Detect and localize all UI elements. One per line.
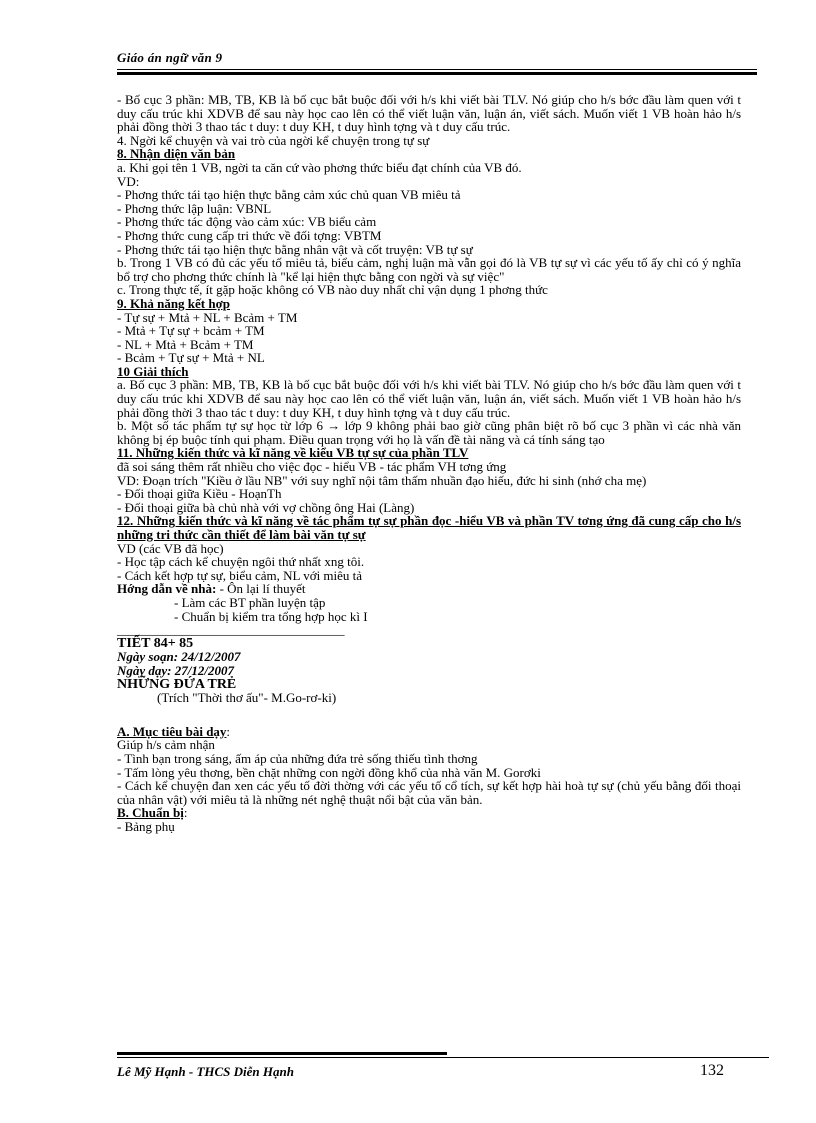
homework-item: - Ôn lại lí thuyết bbox=[216, 581, 306, 597]
list-item: - Chuẩn bị kiểm tra tổng hợp học kì I bbox=[174, 608, 368, 624]
list-item: - Học tập cách kể chuyện ngôi thứ nhất xng tôi. bbox=[117, 554, 365, 570]
list-item: - Phơng thức tái tạo hiện thực bằng cảm xúc chủ quan VB miêu tả bbox=[117, 187, 461, 203]
paragraph: VD: Đoạn trích "Kiều ở lầu NB" với suy nghĩ nội tâm thấm nhuần đạo hiếu, đức hi sinh (nhớ cha mẹ) bbox=[117, 472, 647, 488]
section-heading: 11. Những kiến thức và kĩ năng về kiểu VB tự sự của phần TLV bbox=[117, 445, 469, 461]
list-item: - Phơng thức lập luận: VBNL bbox=[117, 200, 272, 216]
section-heading: 8. Nhận diện văn bản bbox=[117, 146, 236, 162]
paragraph: VD: bbox=[117, 173, 140, 189]
paragraph: 4. Ngời kể chuyện và vai trò của ngời kể chuyện trong tự sự bbox=[117, 132, 430, 148]
heading-colon: : bbox=[183, 805, 188, 821]
prep-date: Ngày soạn: 24/12/2007 bbox=[117, 649, 241, 665]
paragraph: b. Một số tác phẩm tự sự học từ lớp 6 → lớp 9 không phải bao giờ cũng phân biệt rõ bố cục 3 phần vì các nhà văn không bị ép buộc tính qui phạm. Điều quan trọng với họ là vấn đề tài năng và cá tính sáng tạo bbox=[117, 418, 741, 447]
list-item: - Tự sự + Mtả + NL + Bcảm + TM bbox=[117, 309, 298, 325]
paragraph: a. Bố cục 3 phần: MB, TB, KB là bố cục bắt buộc đối với h/s khi viết bài TLV. Nó giúp cho h/s bớc đầu làm quen với t duy cấu trúc khi XDVB để sau này học cao lên có thể viết luận văn, luận án, viết sách. Muốn viết 1 VB hoàn hảo h/s phải đồng thời 3 thao tác t duy: t duy KH, t duy hình tợng và t duy cấu trúc. bbox=[117, 377, 741, 420]
footer-author: Lê Mỹ Hạnh - THCS Diễn Hạnh bbox=[117, 1064, 294, 1079]
homework-label: Hớng dẫn về nhà: bbox=[117, 581, 217, 597]
list-item: - Bcảm + Tự sự + Mtả + NL bbox=[117, 350, 265, 366]
section-heading: B. Chuẩn bị bbox=[117, 805, 184, 821]
paragraph: - Bố cục 3 phần: MB, TB, KB là bố cục bắt buộc đối với h/s khi viết bài TLV. Nó giúp cho h/s bớc đầu làm quen với t duy cấu trúc khi XDVB để sau này học cao lên có thể viết luận văn, luận án, viết sách. Muốn viết 1 VB hoàn hảo h/s phải đồng thời 3 thao tác t duy: t duy KH, t duy hình tợng và t duy cấu trúc. bbox=[117, 92, 741, 135]
paragraph: c. Trong thực tế, ít gặp hoặc không có VB nào duy nhất chỉ vận dụng 1 phơng thức bbox=[117, 282, 548, 298]
list-item: - Mtả + Tự sự + bcảm + TM bbox=[117, 323, 265, 339]
header-rule-thick bbox=[117, 72, 757, 75]
lesson-subtitle: (Trích "Thời thơ ấu"- M.Go-rơ-ki) bbox=[157, 690, 337, 706]
paragraph: đã soi sáng thêm rất nhiều cho việc đọc - hiểu VB - tác phẩm VH tơng ứng bbox=[117, 459, 507, 475]
list-item: - Cách kể chuyện đan xen các yếu tố đời thờng với các yếu tố cổ tích, sự kết hợp hài hoà tự sự (chủ yếu bằng đối thoại của nhân vật) với miêu tả là những nét nghệ thuật nổi bật của văn bản. bbox=[117, 778, 741, 807]
section-heading: 10 Giải thích bbox=[117, 363, 189, 379]
list-item: - Đối thoại giữa Kiều - HoạnTh bbox=[117, 486, 282, 502]
list-item: - Bảng phụ bbox=[117, 818, 175, 834]
section-heading: A. Mục tiêu bài dạy bbox=[117, 723, 227, 739]
footer-rule-thick bbox=[117, 1052, 447, 1055]
lesson-number: TIẾT 84+ 85 bbox=[117, 635, 194, 651]
list-item: - Phơng thức tái tạo hiện thực bằng nhân vật và cốt truyện: VB tự sự bbox=[117, 241, 473, 257]
document-body bbox=[117, 93, 741, 833]
list-item: - Phơng thức tác động vào cảm xúc: VB biểu cảm bbox=[117, 214, 377, 230]
list-item: - Tình bạn trong sáng, ấm áp của những đứa trẻ sống thiếu tình thơng bbox=[117, 750, 478, 766]
header-rule-thin bbox=[117, 69, 757, 70]
lesson-title: NHỮNG ĐỨA TRẺ bbox=[117, 676, 237, 692]
heading-colon: : bbox=[226, 723, 231, 739]
list-item: - Tấm lòng yêu thơng, bền chặt những con ngời đồng khổ của nhà văn M. Gorơki bbox=[117, 764, 541, 780]
section-heading-line bbox=[117, 725, 741, 739]
paragraph: a. Khi gọi tên 1 VB, ngời ta căn cứ vào phơng thức biểu đạt chính của VB đó. bbox=[117, 159, 522, 175]
page-number: 132 bbox=[700, 1062, 724, 1079]
list-item: - Đối thoại giữa bà chủ nhà với vợ chồng ông Hai (Làng) bbox=[117, 499, 415, 515]
spacer bbox=[117, 705, 741, 725]
section-heading: 12. Những kiến thức và kĩ năng về tác phẩm tự sự phần đọc -hiểu VB và phần TV tơng ứng đã cung cấp cho h/s những tri thức cần thiết để làm bài văn tự sự bbox=[117, 513, 741, 542]
list-item: - Phơng thức cung cấp tri thức về đối tợng: VBTM bbox=[117, 227, 382, 243]
separator-line: ___________________________________ bbox=[117, 622, 345, 638]
list-item: - Cách kết hợp tự sự, biểu cảm, NL với miêu tả bbox=[117, 567, 363, 583]
section-heading-line bbox=[117, 806, 741, 820]
paragraph: b. Trong 1 VB có đủ các yếu tố miêu tả, biểu cảm, nghị luận mà vẫn gọi đó là VB tự sự vì các yếu tố ấy chỉ có ý nghĩa bổ trợ cho phơng thức chính là "kể lại hiện thực bằng con ngời và sự việc" bbox=[117, 255, 741, 284]
paragraph: Giúp h/s cảm nhận bbox=[117, 737, 215, 753]
section-heading: 9. Khả năng kết hợp bbox=[117, 295, 231, 311]
homework-line bbox=[117, 582, 741, 596]
paragraph: VD (các VB đã học) bbox=[117, 540, 224, 556]
list-item: - NL + Mtả + Bcảm + TM bbox=[117, 336, 254, 352]
teach-date: Ngày dạy: 27/12/2007 bbox=[117, 662, 234, 678]
list-item: - Làm các BT phần luyện tập bbox=[174, 594, 326, 610]
footer-rule-thin bbox=[117, 1057, 769, 1058]
header-title: Giáo án ngữ văn 9 bbox=[117, 50, 223, 65]
